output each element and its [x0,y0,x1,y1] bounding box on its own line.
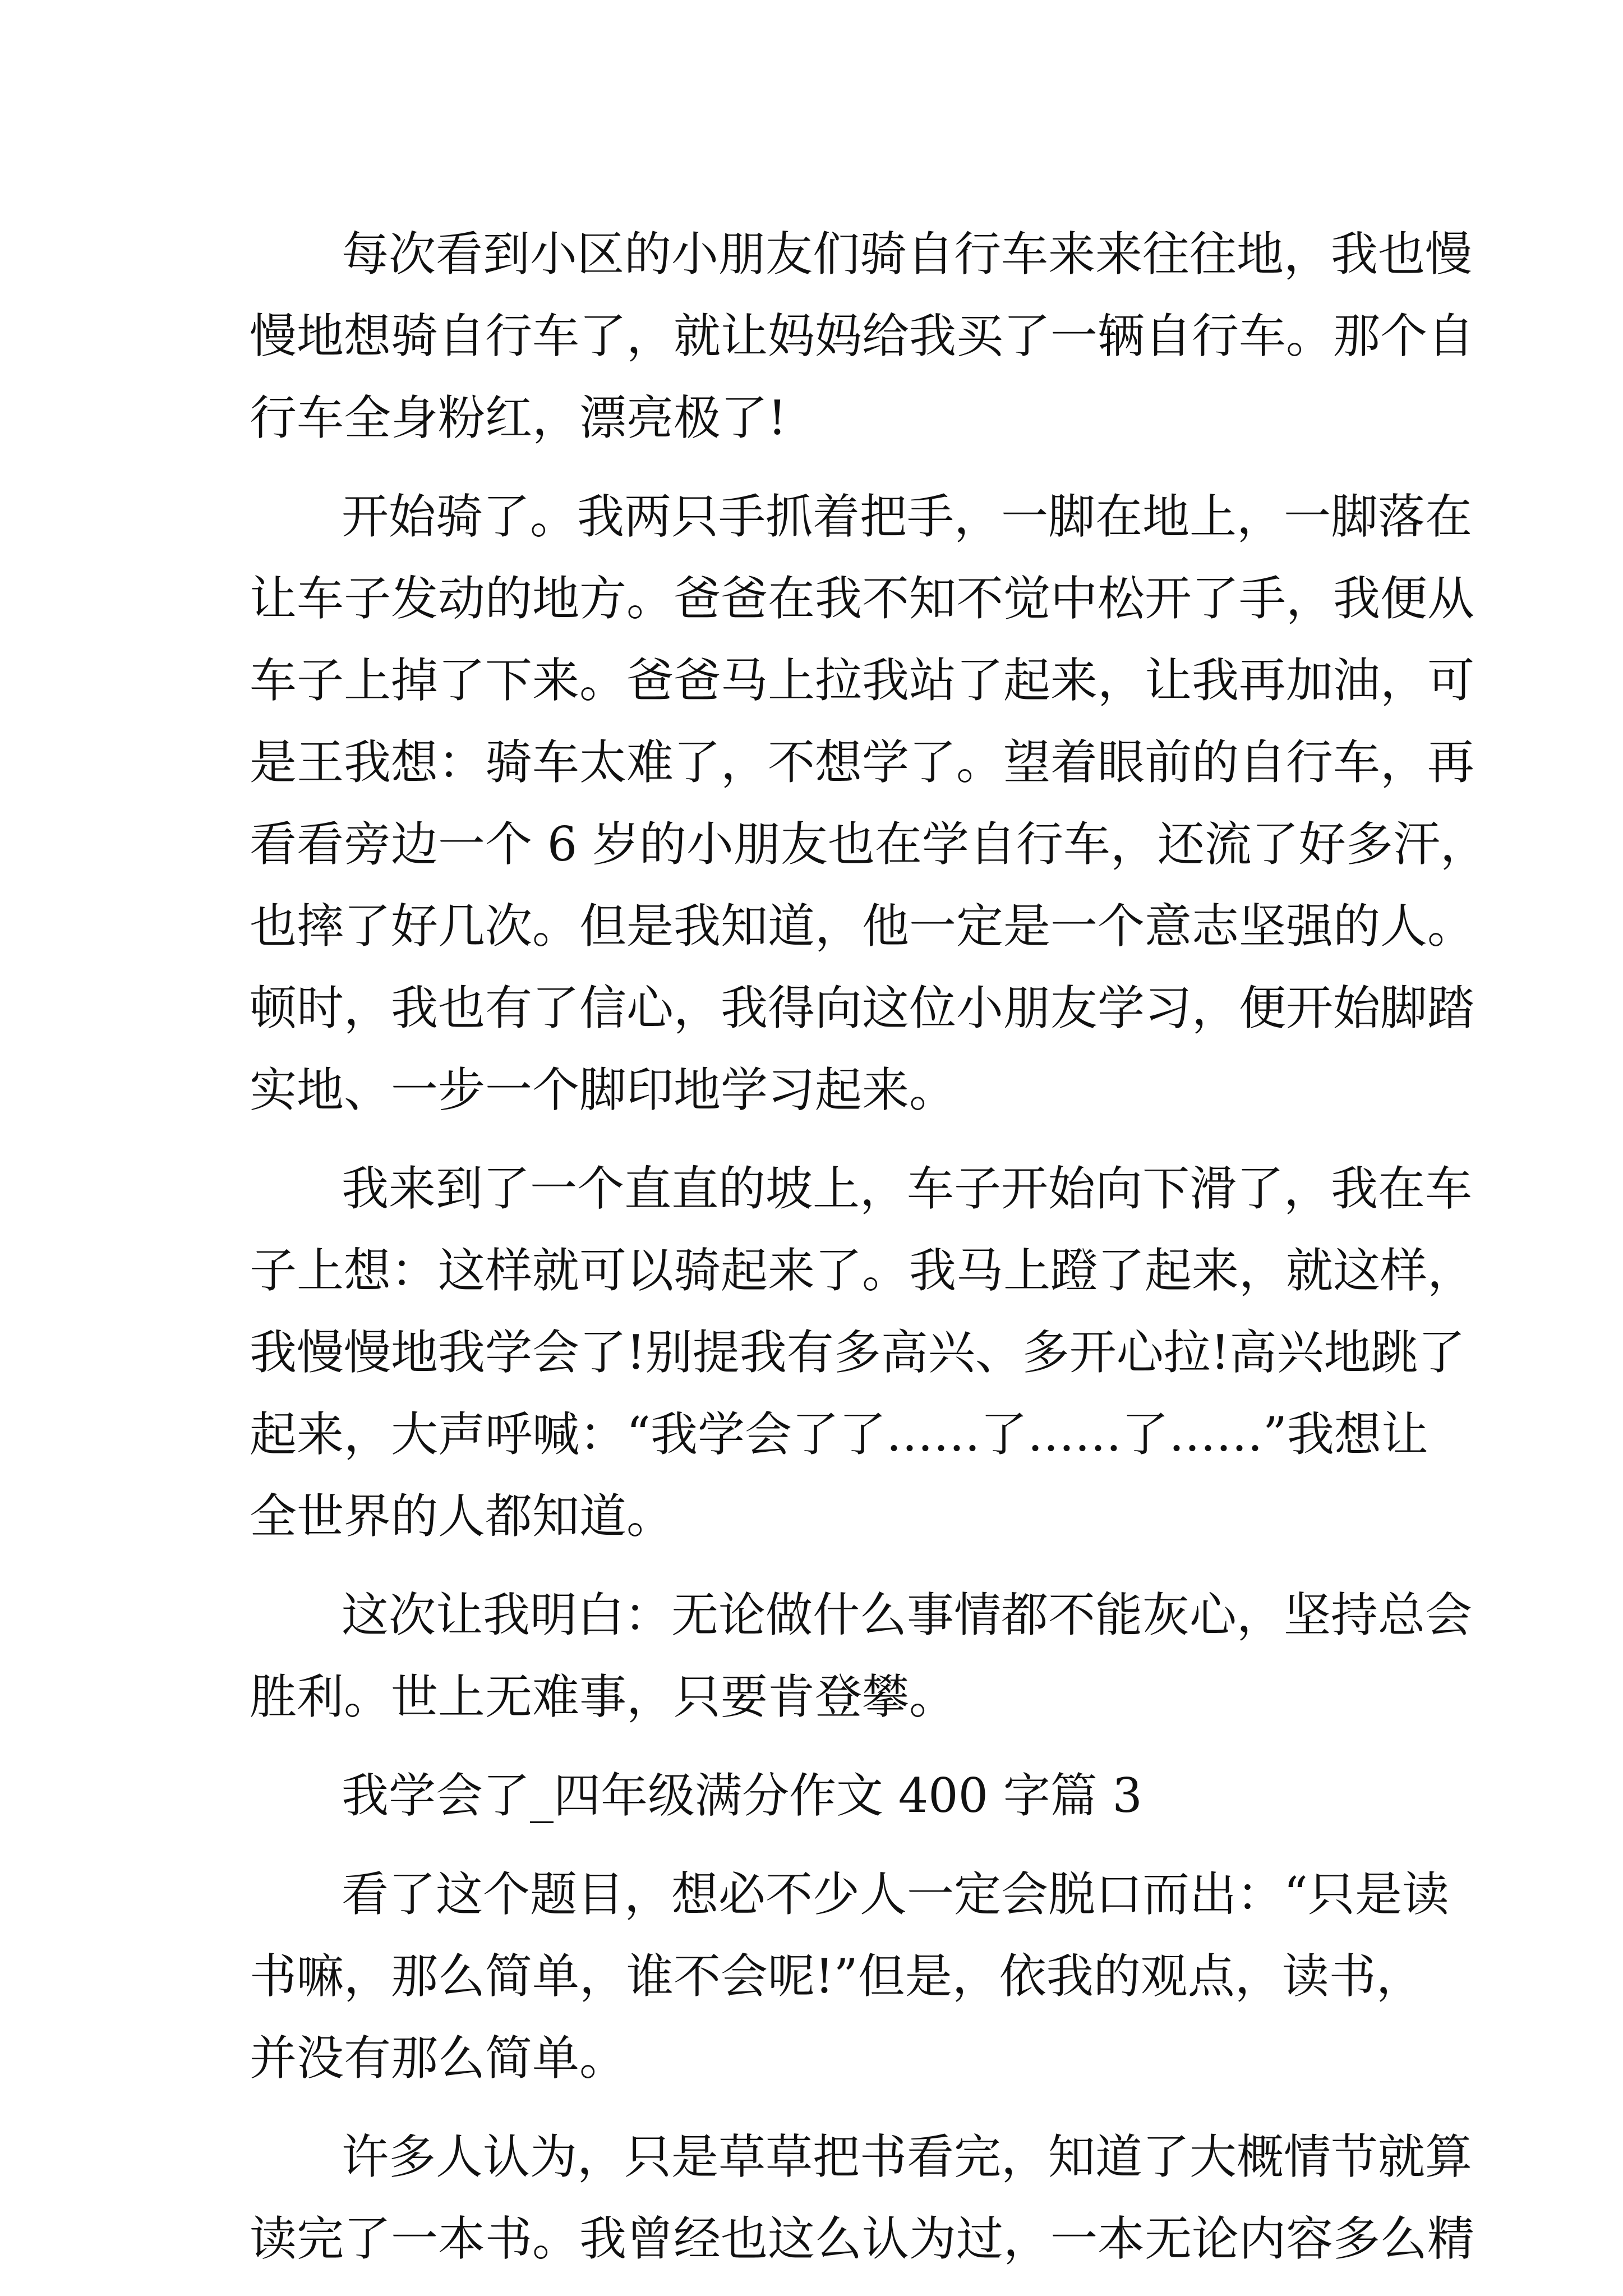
text-line: 起来，大声呼喊：“我学会了了……了……了……”我想让 [250,1407,1428,1462]
paragraph-gap [250,2099,1394,2116]
paragraph-gap [250,1738,1394,1755]
text-line: 许多人认为，只是草草把书看完，知道了大概情节就算 [342,2129,1473,2184]
text-line: 看看旁边一个 6 岁的小朋友也在学自行车，还流了好多汗， [250,817,1487,872]
text-line: 并没有那么简单。 [250,2031,627,2086]
text-line: 我慢慢地我学会了!别提我有多高兴、多开心拉!高兴地跳了 [250,1325,1465,1380]
paragraph [250,1574,1473,1738]
paragraph [250,213,1475,459]
paragraph [250,1853,1449,2099]
text-line: 看了这个题目，想必不少人一定会脱口而出：“只是读 [342,1867,1449,1922]
paragraph-gap [250,1131,1394,1148]
text-line: 书嘛，那么简单，谁不会呢!”但是，依我的观点，读书， [250,1949,1423,2004]
paragraph-gap [250,1837,1394,1853]
paragraph [250,1148,1475,1557]
text-line: 这次让我明白：无论做什么事情都不能灰心，坚持总会 [342,1588,1473,1642]
text-line: 我学会了_四年级满分作文 400 字篇 3 [342,1768,1142,1823]
text-line: 也摔了好几次。但是我知道，他一定是一个意志坚强的人。 [250,899,1475,954]
text-line: 实地、一步一个脚印地学习起来。 [250,1062,957,1117]
paragraph-gap [250,1557,1394,1574]
paragraph-gap [250,459,1394,476]
text-line: 子上想：这样就可以骑起来了。我马上蹬了起来，就这样， [250,1243,1475,1298]
text-line: 是王我想：骑车太难了，不想学了。望着眼前的自行车，再 [250,735,1475,790]
text-line: 让车子发动的地方。爸爸在我不知不觉中松开了手，我便从 [250,571,1475,626]
document-body [250,213,1487,2280]
text-line: 读完了一本书。我曾经也这么认为过，一本无论内容多么精 [250,2211,1475,2266]
text-line: 顿时，我也有了信心，我得向这位小朋友学习，便开始脚踏 [250,981,1475,1036]
section-heading [250,1755,1394,1837]
paragraph [250,476,1487,1131]
paragraph [250,2116,1475,2280]
text-line: 我来到了一个直直的坡上，车子开始向下滑了，我在车 [342,1161,1473,1216]
text-line: 慢地想骑自行车了，就让妈妈给我买了一辆自行车。那个自 [250,309,1475,364]
text-line: 行车全身粉红，漂亮极了! [250,390,787,445]
text-line: 全世界的人都知道。 [250,1489,674,1544]
text-line: 车子上掉了下来。爸爸马上拉我站了起来，让我再加油，可 [250,653,1475,708]
text-line: 开始骑了。我两只手抓着把手，一脚在地上，一脚落在 [342,489,1473,544]
text-line: 胜利。世上无难事，只要肯登攀。 [250,1669,957,1724]
text-line: 每次看到小区的小朋友们骑自行车来来往往地，我也慢 [342,227,1473,282]
